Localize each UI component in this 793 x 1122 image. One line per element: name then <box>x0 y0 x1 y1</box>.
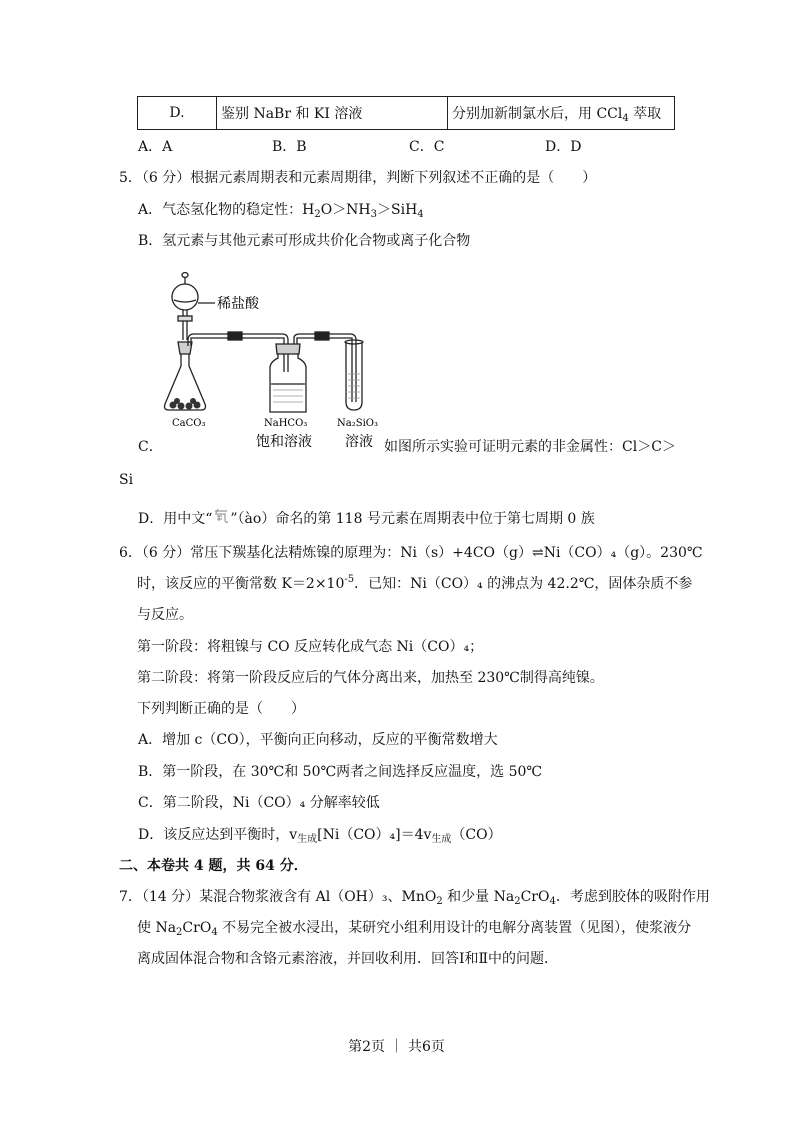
q7-line1: 7．（14 分）某混合物浆液含有 Al（OH）₃、MnO$_2$ 和少量 $Na_2CrO_4$．考虑到胶体的吸附作用 <box>119 889 710 907</box>
table-cell-method: 鉴别 NaBr 和 KI 溶液 <box>217 97 448 130</box>
table-cell-operation: 分别加新制氯水后，用 CCl$_4$ 萃取 <box>448 97 675 130</box>
q5-option-c-tail: Si <box>119 472 134 488</box>
q5-option-a: A．气态氢化物的稳定性：$H_2O>NH_3>SiH_4$ <box>138 202 424 220</box>
q6-option-a: A．增加 c（CO），平衡向正向移动，反应的平衡常数增大 <box>138 732 498 748</box>
test-tube <box>346 342 362 410</box>
q6-stem-line1: 6．（6 分）常压下羰基化法精炼镍的原理为：Ni（s）+4CO（g）⇌Ni（CO）₄（g）。230℃ <box>119 545 703 561</box>
label-caco3: CaCO₃ <box>172 418 206 429</box>
experiment-apparatus-figure <box>160 262 390 456</box>
q6-stem-line3: 与反应。 <box>137 607 193 623</box>
q6-stem-line2: 时，该反应的平衡常数 $K=2\times 10^{-5}$．已知：Ni（CO）₄ 的沸点为 42.2℃，固体杂质不参 <box>137 574 693 592</box>
q4-option-b: B．B <box>272 139 307 155</box>
q6-option-d: D．该反应达到平衡时，$v_{生成}[Ni(CO)_4]=4v_{生成}(CO)$ <box>138 827 502 845</box>
q6-option-b: B．第一阶段，在 30℃和 50℃两者之间选择反应温度，选 50℃ <box>138 764 543 780</box>
q6-stage1: 第一阶段：将粗镍与 CO 反应转化成气态 Ni（CO）₄； <box>137 639 484 655</box>
q7-line2: 使 $Na_2CrO_4$ 不易完全被水浸出，某研究小组利用设计的电解分离装置（见图），使浆液分 <box>137 920 692 938</box>
tube-connector <box>228 332 242 340</box>
separatory-funnel-bulb <box>172 284 198 310</box>
table-row <box>138 97 675 130</box>
option-table <box>137 96 675 130</box>
q5-option-c-label: C． <box>138 439 163 455</box>
caco3-pellets <box>170 398 201 410</box>
q5-option-b: B．氢元素与其他元素可形成共价化合物或离子化合物 <box>138 233 471 249</box>
q6-ask: 下列判断正确的是（ ） <box>137 701 305 717</box>
label-na2sio3-note: 溶液 <box>345 434 373 450</box>
q7-line3: 离成固体混合物和含铬元素溶液，并回收利用．回答Ⅰ和Ⅱ中的问题． <box>137 951 559 967</box>
og-element-glyph-icon <box>212 508 230 524</box>
table-cell-label: D. <box>138 97 217 130</box>
label-nahco3: NaHCO₃ <box>264 418 308 429</box>
q5-option-c-text: 如图所示实验可证明元素的非金属性：Cl＞C＞ <box>384 439 676 455</box>
page-footer: 第2页 ｜ 共6页 <box>348 1039 445 1055</box>
q6-stage2: 第二阶段：将第一阶段反应后的气体分离出来，加热至 230℃制得高纯镍。 <box>137 670 604 686</box>
q4-option-a: A．A <box>138 139 173 155</box>
label-na2sio3: Na₂SiO₃ <box>337 418 378 429</box>
label-nahco3-note: 饱和溶液 <box>256 434 312 450</box>
section-heading: 二、本卷共 4 题，共 64 分． <box>119 858 308 874</box>
label-hydrochloric-acid: 稀盐酸 <box>217 296 259 312</box>
q6-option-c: C．第二阶段，Ni（CO）₄ 分解率较低 <box>138 795 380 811</box>
q5-option-d: D．用中文“ ”（ào）命名的第 118 号元素在周期表中位于第七周期 0 族 <box>138 508 595 529</box>
q4-option-c: C．C <box>409 139 445 155</box>
conical-flask <box>165 354 206 410</box>
q4-option-d: D．D <box>545 139 582 155</box>
q5-stem: 5．（6 分）根据元素周期表和元素周期律，判断下列叙述不正确的是（ ） <box>119 170 597 186</box>
